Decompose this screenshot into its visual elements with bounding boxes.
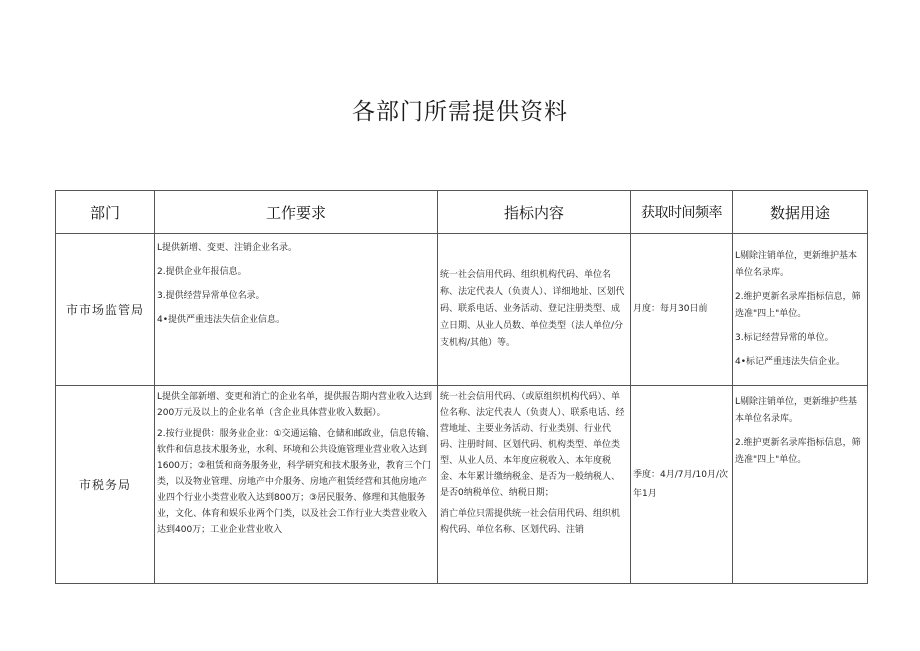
requirement-item: 2.按行业提供：服务业企业：①交通运输、仓储和邮政业，信息传输、软件和信息技术服务业，水利、环境和公共设施管理业营业收入达到1600万；②租赁和商务服务业，科学研究和技术服务业，教育三个门类，以及物业管理、房地产中介服务、房地产租赁经营和其他房地产业四个行业小类营业收入达到800万；③居民服务、修理和其他服务业，文化、体育和娱乐业两个门类，以及社会工作行业大类营业收入达到400万；工业企业营业收入 [157, 429, 435, 535]
header-requirements: 工作要求 [155, 191, 438, 234]
requirement-item: 4•提供严重违法失信企业信息。 [157, 315, 286, 325]
usage-cell [733, 234, 868, 386]
indicator-text: 消亡单位只需提供统一社会信用代码、组织机构代码、单位名称、区划代码、注销 [440, 509, 621, 535]
usage-item: 3.标记经营异常的单位。 [735, 333, 834, 343]
requirement-item: 3.提供经营异常单位名录。 [157, 291, 265, 301]
header-dept: 部门 [56, 191, 155, 234]
page-title: 各部门所需提供资料 [352, 99, 568, 125]
header-frequency: 获取时间频率 [631, 191, 733, 234]
requirement-item: L提供新增、变更、注销企业名录。 [157, 243, 298, 253]
frequency-cell [631, 234, 733, 386]
frequency-text: 季度：4月/7月/10月/次年1月 [633, 469, 729, 499]
requirements-cell [155, 234, 438, 386]
indicators-cell [438, 386, 631, 584]
usage-cell [733, 386, 868, 584]
indicator-text: 统一社会信用代码、组织机构代码、单位名称、法定代表人（负责人）、详细地址、区划代码、联系电话、业务活动、登记注册类型、成立日期、从业人员数、单位类型（法人单位/分支机构/其他）等。 [440, 270, 625, 348]
usage-item: L剔除注销单位，更新维护些基本单位名录库。 [735, 397, 858, 424]
usage-item: 2.维护更新名录库指标信息，筛选准"四上"单位。 [735, 438, 861, 465]
indicators-cell [438, 234, 631, 386]
requirement-item: 2.提供企业年报信息。 [157, 267, 247, 277]
usage-item: 4•标记严重违法失信企业。 [735, 357, 846, 367]
frequency-cell [631, 386, 733, 584]
table-row [56, 386, 868, 584]
header-indicators: 指标内容 [438, 191, 631, 234]
requirement-item: L提供全部新增、变更和消亡的企业名单，提供报告期内营业收入达到200万元及以上的企业名单（含企业具体营业收入数据）。 [157, 392, 433, 418]
dept-cell: 市税务局 [56, 386, 155, 584]
indicator-text: 统一社会信用代码、（或原组织机构代码）、单位名称、法定代表人（负责人）、联系电话、经营地址、主要业务活动、行业类别、行业代码、注册时间、区划代码、机构类型、单位类型、从业人员、本年度应税收入、本年度税金、本年累计缴纳税金、是否为一般纳税人、是否0纳税单位、纳税日期； [440, 392, 625, 498]
frequency-text: 月度：每月30日前 [633, 304, 708, 314]
dept-cell: 市市场监管局 [56, 234, 155, 386]
usage-item: L剔除注销单位，更新维护基本单位名录库。 [735, 251, 858, 278]
header-row [56, 191, 868, 234]
usage-item: 2.维护更新名录库指标信息，筛选准"四上"单位。 [735, 292, 861, 319]
requirements-cell [155, 386, 438, 584]
requirements-table [55, 190, 868, 584]
table-row [56, 234, 868, 386]
header-usage: 数据用途 [733, 191, 868, 234]
